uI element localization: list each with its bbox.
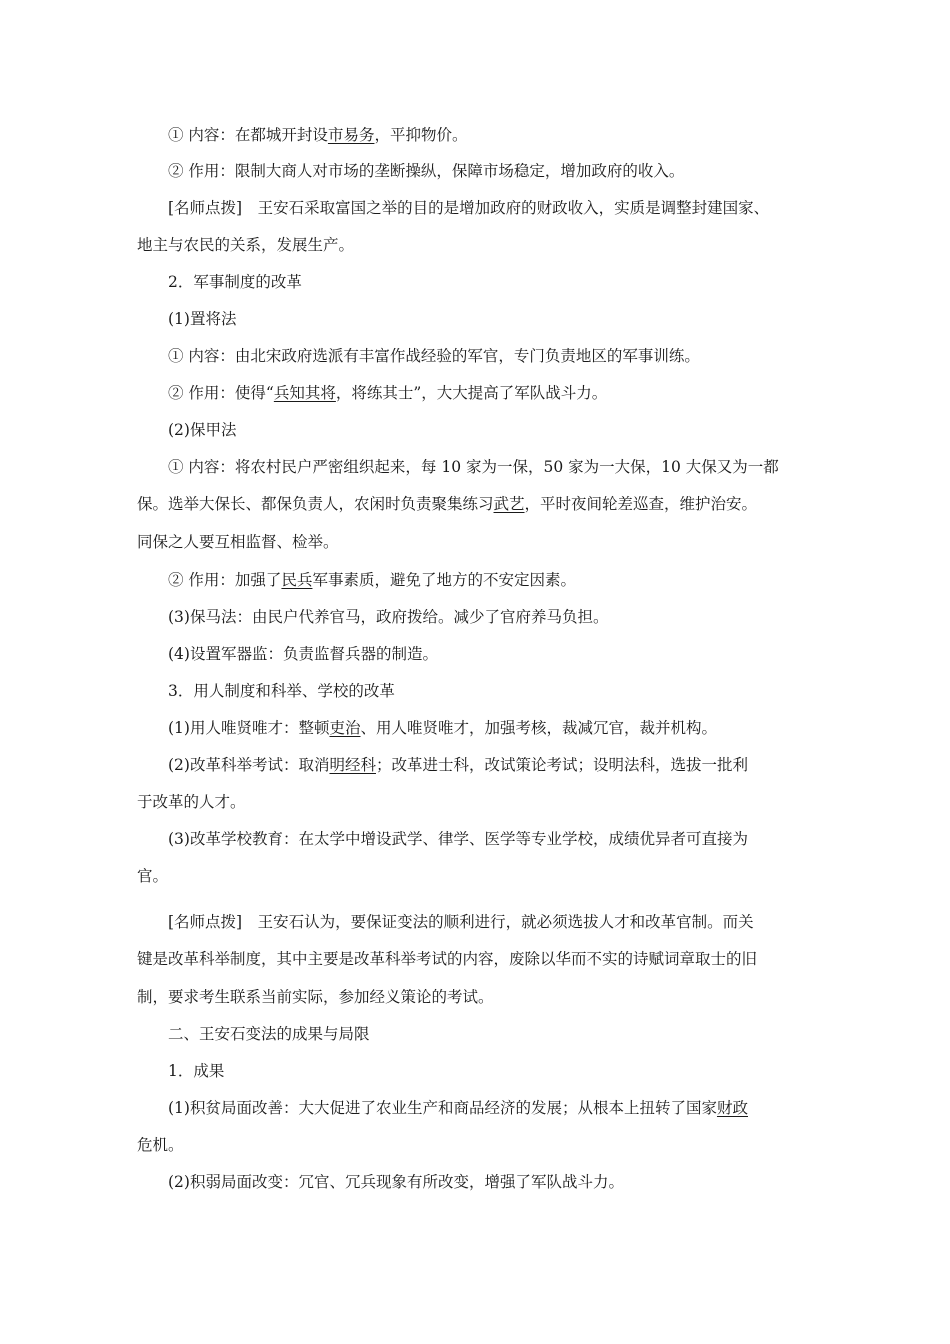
- teacher-tip-line: [名师点拨] 王安石认为，要保证变法的顺利进行，就必须选拔人才和改革官制。而关: [168, 913, 754, 931]
- section-heading: 2．军事制度的改革: [168, 273, 302, 291]
- teacher-tip-line: [名师点拨] 王安石采取富国之举的目的是增加政府的财政收入，实质是调整封建国家、: [168, 199, 770, 217]
- text-line: (3)改革学校教育：在太学中增设武学、律学、医学等专业学校，成绩优异者可直接为: [168, 830, 748, 848]
- text-line: ② 作用：使得“兵知其将，将练其士”，大大提高了军队战斗力。: [168, 384, 608, 402]
- text-line: (2)改革科举考试：取消明经科；改革进士科，改试策论考试；设明法科，选拔一批利: [168, 756, 748, 774]
- text-line: (2)积弱局面改变：冗官、冗兵现象有所改变，增强了军队战斗力。: [168, 1173, 624, 1191]
- text-line: ② 作用：加强了民兵军事素质，避免了地方的不安定因素。: [168, 571, 576, 589]
- text-line: ① 内容：将农村民户严密组织起来，每 10 家为一保，50 家为一大保，10 大保又为一都: [168, 458, 779, 476]
- text-line: 官。: [137, 867, 169, 885]
- subsection-heading: (1)置将法: [168, 310, 237, 328]
- text-line: 制，要求考生联系当前实际，参加经义策论的考试。: [137, 988, 494, 1006]
- text-line: 键是改革科举制度，其中主要是改革科举考试的内容，废除以华而不实的诗赋词章取士的旧: [137, 950, 758, 968]
- text-line: (1)积贫局面改善：大大促进了农业生产和商品经济的发展；从根本上扭转了国家财政: [168, 1099, 748, 1117]
- text-line: 地主与农民的关系，发展生产。: [137, 236, 355, 254]
- text-line: 危机。: [137, 1136, 184, 1154]
- text-line: (1)用人唯贤唯才：整顿吏治、用人唯贤唯才，加强考核，裁减冗官，裁并机构。: [168, 719, 717, 737]
- section-heading: 二、王安石变法的成果与局限: [168, 1025, 370, 1043]
- text-line: ① 内容：在都城开封设市易务，平抑物价。: [168, 126, 468, 144]
- text-line: ① 内容：由北宋政府选派有丰富作战经验的军官，专门负责地区的军事训练。: [168, 347, 700, 365]
- text-line: 保。选举大保长、都保负责人，农闲时负责聚集练习武艺，平时夜间轮差巡查，维护治安。: [137, 495, 758, 513]
- section-heading: 3．用人制度和科举、学校的改革: [168, 682, 395, 700]
- subsection-heading: (2)保甲法: [168, 421, 237, 439]
- text-line: 同保之人要互相监督、检举。: [137, 533, 339, 551]
- text-line: (4)设置军器监：负责监督兵器的制造。: [168, 645, 438, 663]
- text-line: ② 作用：限制大商人对市场的垄断操纵，保障市场稳定，增加政府的收入。: [168, 162, 685, 180]
- text-line: (3)保马法：由民户代养官马，政府拨给。减少了官府养马负担。: [168, 608, 609, 626]
- subsection-heading: 1．成果: [168, 1062, 225, 1080]
- text-line: 于改革的人才。: [137, 793, 246, 811]
